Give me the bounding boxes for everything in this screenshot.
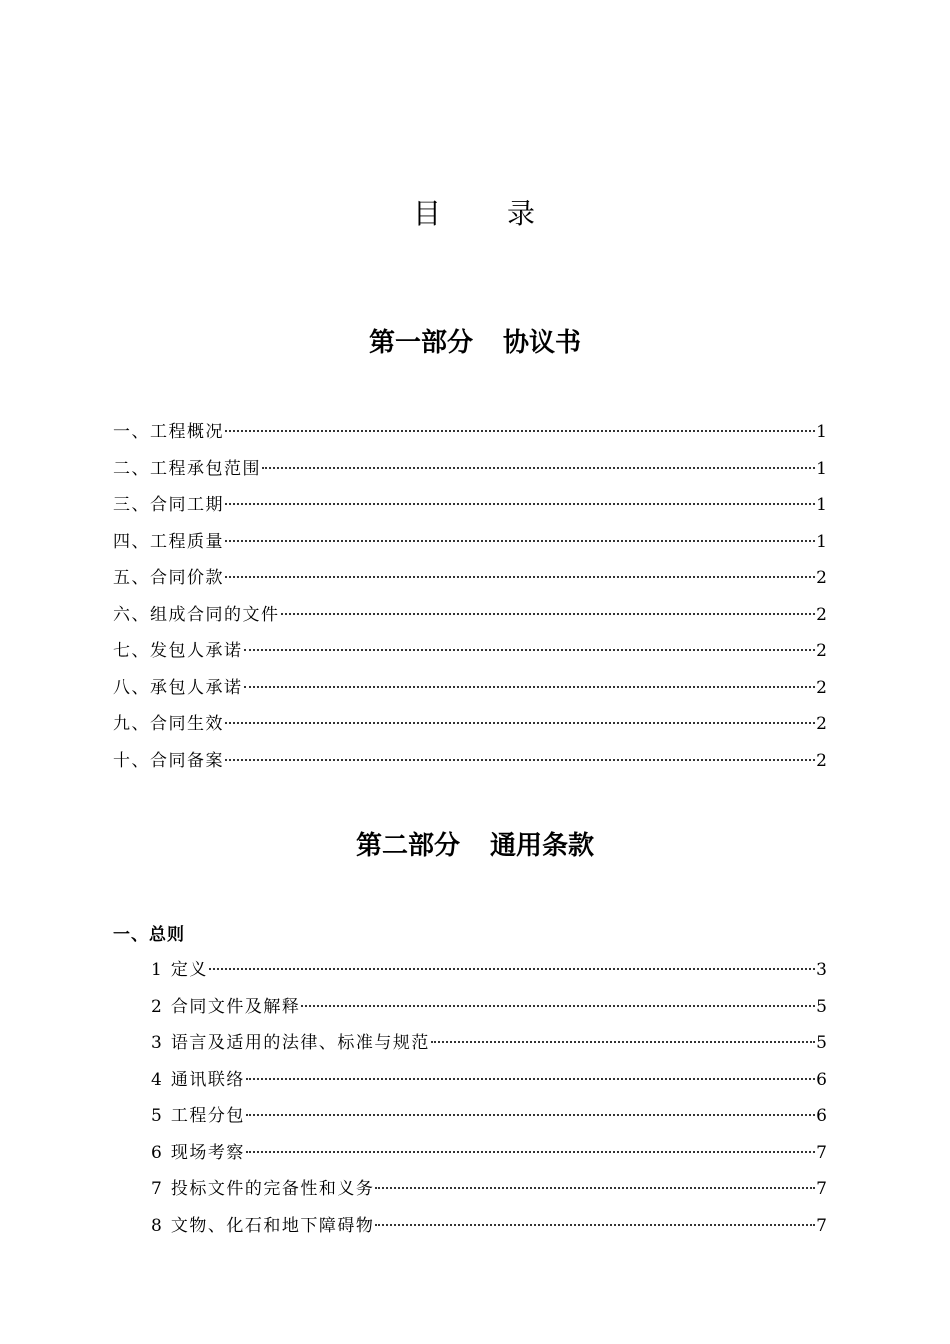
toc-leader-dots — [301, 1005, 815, 1007]
toc-entry-text: 语言及适用的法律、标准与规范 — [170, 1033, 430, 1053]
toc-entry-label — [151, 1069, 245, 1091]
toc-leader-dots — [244, 686, 816, 688]
toc-entry-label: 一、工程概况 — [113, 422, 224, 442]
toc-leader-dots — [225, 503, 815, 505]
toc-leader-dots — [244, 649, 816, 651]
toc-entry[interactable] — [113, 1105, 827, 1142]
toc-leader-dots — [246, 1078, 815, 1080]
toc-leader-dots — [262, 467, 815, 469]
toc-entry[interactable] — [113, 567, 827, 604]
toc-entry[interactable] — [113, 677, 827, 714]
toc-entry-page: 7 — [816, 1215, 827, 1236]
toc-entry-text: 合同文件及解释 — [170, 996, 301, 1017]
toc-entry-text: 投标文件的完备性和义务 — [170, 1179, 375, 1199]
toc-entry-page: 2 — [816, 604, 827, 625]
toc-entry-number: 1 — [151, 960, 162, 980]
toc-entry-label — [151, 1105, 245, 1127]
toc-entry-page: 5 — [816, 996, 827, 1017]
toc-entry-page: 1 — [816, 495, 827, 515]
toc-leader-dots — [281, 613, 816, 615]
toc-leader-dots — [225, 430, 815, 432]
toc-entry-number: 5 — [151, 1106, 162, 1126]
toc-entry-page: 1 — [816, 531, 827, 552]
toc-entry-label — [151, 1178, 374, 1200]
toc-entry[interactable] — [113, 640, 827, 677]
toc-entry[interactable] — [113, 996, 827, 1033]
toc-entry[interactable] — [113, 713, 827, 750]
toc-entry-label — [151, 1142, 245, 1164]
toc-entry[interactable] — [113, 421, 827, 458]
toc-entry[interactable] — [113, 959, 827, 996]
toc-leader-dots — [225, 722, 815, 724]
toc-entry-page: 6 — [816, 1106, 827, 1126]
toc-leader-dots — [209, 968, 815, 970]
toc-leader-dots — [225, 759, 815, 761]
toc-entry-number: 7 — [151, 1179, 162, 1199]
section-heading-general: 一、总则 — [113, 925, 185, 945]
toc-entry-label: 七、发包人承诺 — [113, 641, 243, 661]
toc-leader-dots — [246, 1114, 815, 1116]
toc-entry-label: 二、工程承包范围 — [113, 458, 261, 479]
part2-toc — [113, 959, 827, 1251]
toc-entry-page: 2 — [816, 750, 827, 771]
toc-entry-text: 通讯联络 — [170, 1069, 245, 1090]
toc-entry[interactable] — [113, 1142, 827, 1179]
part1-heading-name: 协议书 — [503, 328, 582, 358]
toc-entry-number: 4 — [151, 1069, 162, 1090]
toc-entry-number: 8 — [151, 1215, 162, 1236]
toc-entry[interactable] — [113, 1069, 827, 1106]
toc-entry[interactable] — [113, 1178, 827, 1215]
part2-heading — [0, 829, 950, 863]
toc-entry-page: 7 — [816, 1179, 827, 1199]
toc-entry-page: 2 — [816, 641, 827, 661]
toc-entry-page: 1 — [816, 422, 827, 442]
toc-entry-label: 六、组成合同的文件 — [113, 604, 280, 625]
page-title-left: 目 — [412, 197, 443, 230]
part1-heading — [0, 326, 950, 360]
toc-entry[interactable] — [113, 1215, 827, 1252]
toc-entry[interactable] — [113, 494, 827, 531]
part1-heading-num: 第一部分 — [368, 328, 473, 358]
toc-entry-number: 3 — [151, 1033, 162, 1053]
toc-entry[interactable] — [113, 458, 827, 495]
part2-heading-num: 第二部分 — [355, 831, 460, 861]
toc-entry[interactable] — [113, 750, 827, 787]
toc-entry-text: 工程分包 — [170, 1106, 245, 1126]
toc-entry-number: 6 — [151, 1142, 162, 1163]
toc-entry-number: 2 — [151, 996, 162, 1017]
toc-entry-label: 八、承包人承诺 — [113, 677, 243, 698]
toc-entry-label: 四、工程质量 — [113, 531, 224, 552]
toc-entry[interactable] — [113, 1032, 827, 1069]
toc-leader-dots — [225, 540, 815, 542]
part2-heading-name: 通用条款 — [490, 831, 595, 861]
toc-entry-page: 7 — [816, 1142, 827, 1163]
toc-entry[interactable] — [113, 604, 827, 641]
toc-entry-label: 五、合同价款 — [113, 568, 224, 588]
toc-entry-page: 5 — [816, 1033, 827, 1053]
toc-entry-page: 6 — [816, 1069, 827, 1090]
toc-entry-page: 2 — [816, 568, 827, 588]
toc-entry-label — [151, 959, 208, 981]
toc-entry[interactable] — [113, 531, 827, 568]
toc-leader-dots — [246, 1151, 815, 1153]
toc-entry-page: 2 — [816, 677, 827, 698]
toc-leader-dots — [431, 1041, 815, 1043]
page-title-right: 录 — [507, 197, 538, 230]
toc-entry-text: 文物、化石和地下障碍物 — [170, 1215, 375, 1236]
toc-leader-dots — [225, 576, 815, 578]
toc-entry-page: 1 — [816, 458, 827, 479]
toc-entry-label — [151, 1032, 430, 1054]
part1-toc — [113, 421, 827, 786]
toc-entry-label: 三、合同工期 — [113, 495, 224, 515]
toc-entry-text: 现场考察 — [170, 1142, 245, 1163]
toc-entry-label: 十、合同备案 — [113, 750, 224, 771]
toc-entry-text: 定义 — [170, 960, 208, 980]
page-title — [0, 196, 950, 232]
toc-entry-label — [151, 996, 300, 1018]
toc-entry-page: 2 — [816, 714, 827, 734]
toc-leader-dots — [375, 1187, 815, 1189]
toc-entry-page: 3 — [816, 960, 827, 980]
toc-leader-dots — [375, 1224, 815, 1226]
toc-entry-label — [151, 1215, 374, 1237]
toc-entry-label: 九、合同生效 — [113, 714, 224, 734]
